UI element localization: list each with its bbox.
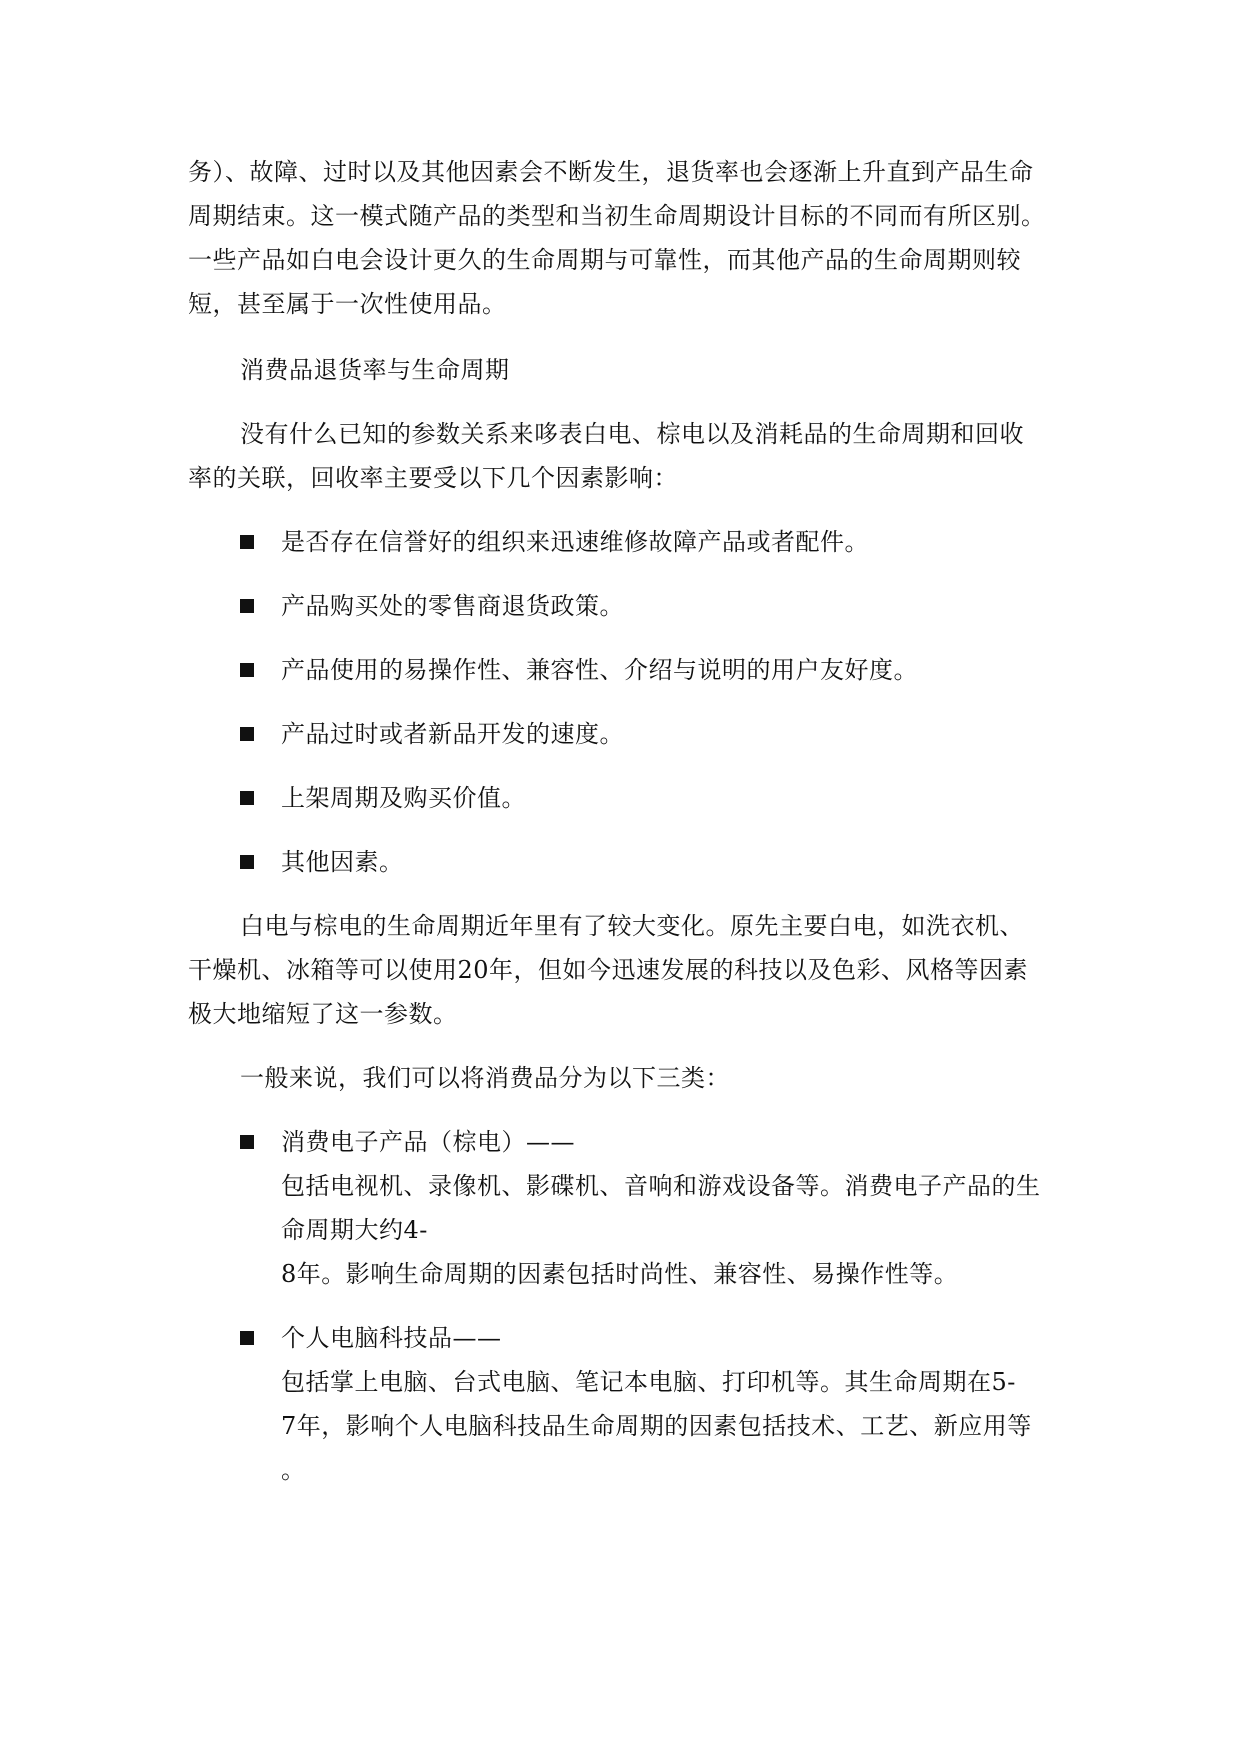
list-item-text: 产品使用的易操作性、兼容性、介绍与说明的用户友好度。 xyxy=(281,656,918,684)
category-description-line: 包括掌上电脑、台式电脑、笔记本电脑、打印机等。其生命周期在5- xyxy=(281,1368,1016,1396)
square-bullet-icon xyxy=(240,535,254,549)
square-bullet-icon xyxy=(240,855,254,869)
list-item-text: 其他因素。 xyxy=(281,848,404,876)
category-description-line: 7年，影响个人电脑科技品生命周期的因素包括技术、工艺、新应用等 xyxy=(281,1412,1032,1440)
square-bullet-icon xyxy=(240,663,254,677)
lifecycle-change-paragraph: 白电与棕电的生命周期近年里有了较大变化。原先主要白电，如洗衣机、干燥机、冰箱等可以使用20年，但如今迅速发展的科技以及色彩、风格等因素极大地缩短了这一参数。 xyxy=(188,912,1029,1028)
square-bullet-icon xyxy=(240,791,254,805)
category-description-line: 8年。影响生命周期的因素包括时尚性、兼容性、易操作性等。 xyxy=(281,1260,959,1288)
factors-list xyxy=(188,520,1048,884)
list-item xyxy=(188,1120,1048,1296)
square-bullet-icon xyxy=(240,727,254,741)
intro-paragraph: 务）、故障、过时以及其他因素会不断发生，退货率也会逐渐上升直到产品生命周期结束。这一模式随产品的类型和当初生命周期设计目标的不同而有所区别。一些产品如白电会设计更久的生命周期与可靠性，而其他产品的生命周期则较短，甚至属于一次性使用品。 xyxy=(188,158,1046,318)
categories-intro-paragraph: 一般来说，我们可以将消费品分为以下三类： xyxy=(240,1064,730,1092)
list-item xyxy=(188,648,1048,692)
list-item xyxy=(188,776,1048,820)
square-bullet-icon xyxy=(240,1331,254,1345)
factors-intro-paragraph: 没有什么已知的参数关系来哆表白电、棕电以及消耗品的生命周期和回收率的关联，回收率主要受以下几个因素影响： xyxy=(188,420,1024,492)
list-item-text: 上架周期及购买价值。 xyxy=(281,784,526,812)
list-item-text: 是否存在信誉好的组织来迅速维修故障产品或者配件。 xyxy=(281,528,869,556)
list-item-text: 产品过时或者新品开发的速度。 xyxy=(281,720,624,748)
categories-list xyxy=(188,1120,1048,1492)
list-item xyxy=(188,520,1048,564)
category-title: 消费电子产品（棕电）—— xyxy=(281,1128,575,1156)
document-body xyxy=(188,150,1048,1512)
category-description-line: 包括电视机、录像机、影碟机、音响和游戏设备等。消费电子产品的生命周期大约4- xyxy=(281,1172,1041,1244)
category-title: 个人电脑科技品—— xyxy=(281,1324,502,1352)
category-description-line: 。 xyxy=(281,1456,306,1484)
list-item-text: 产品购买处的零售商退货政策。 xyxy=(281,592,624,620)
square-bullet-icon xyxy=(240,599,254,613)
square-bullet-icon xyxy=(240,1135,254,1149)
section-heading: 消费品退货率与生命周期 xyxy=(240,356,510,384)
list-item xyxy=(188,840,1048,884)
list-item xyxy=(188,712,1048,756)
list-item xyxy=(188,1316,1048,1492)
list-item xyxy=(188,584,1048,628)
